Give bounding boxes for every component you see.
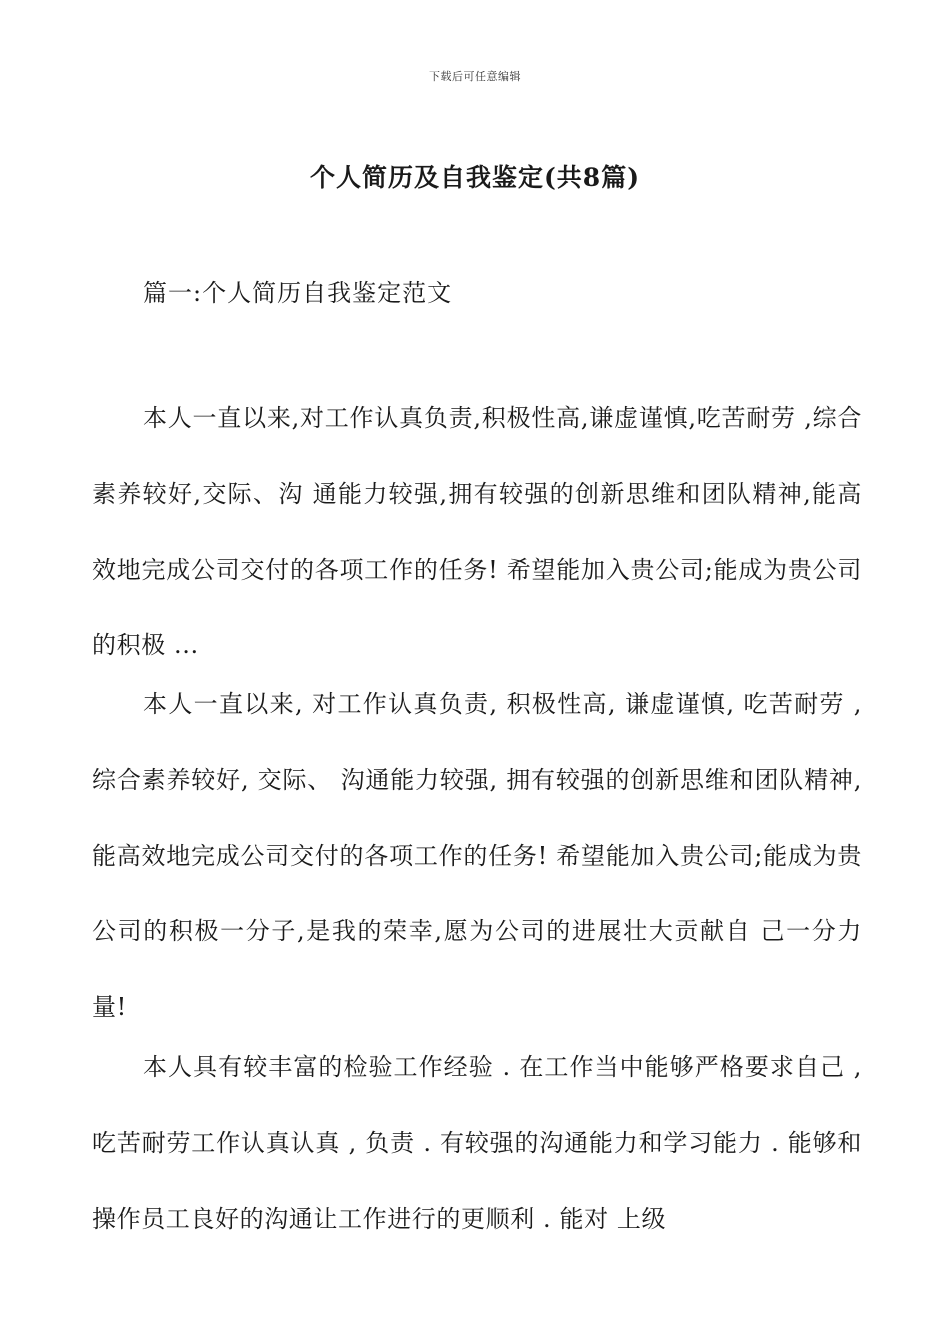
paragraph-1: 本人一直以来,对工作认真负责,积极性高,谦虚谨慎,吃苦耐劳 ,综合素养较好,交际、沟 通能力较强,拥有较强的创新思维和团队精神,能高效地完成公司交付的各项工作的任务! 希望能加入贵公司;能成为贵公司的积极 ...: [92, 404, 862, 660]
paragraph-2: 本人一直以来, 对工作认真负责, 积极性高, 谦虚谨慎, 吃苦耐劳 , 综合素养较好, 交际、 沟通能力较强, 拥有较强的创新思维和团队精神, 能高效地完成公司交付的各项工作的任务! 希望能加入贵公司;能成为贵公司的积极一分子,是我的荣幸,愿为公司的进展壮大贡献自 己一分力量!: [92, 690, 862, 1022]
document-title: 个人简历及自我鉴定(共8篇): [309, 163, 641, 192]
section-heading: 篇一:个人简历自我鉴定范文: [143, 279, 453, 307]
paragraph-3: 本人具有较丰富的检验工作经验 . 在工作当中能够严格要求自己 , 吃苦耐劳工作认真认真 , 负责 . 有较强的沟通能力和学习能力 . 能够和操作员工良好的沟通让工作进行的更顺利 . 能对 上级: [92, 1053, 862, 1233]
header-note: 下载后可任意编辑: [429, 70, 521, 83]
